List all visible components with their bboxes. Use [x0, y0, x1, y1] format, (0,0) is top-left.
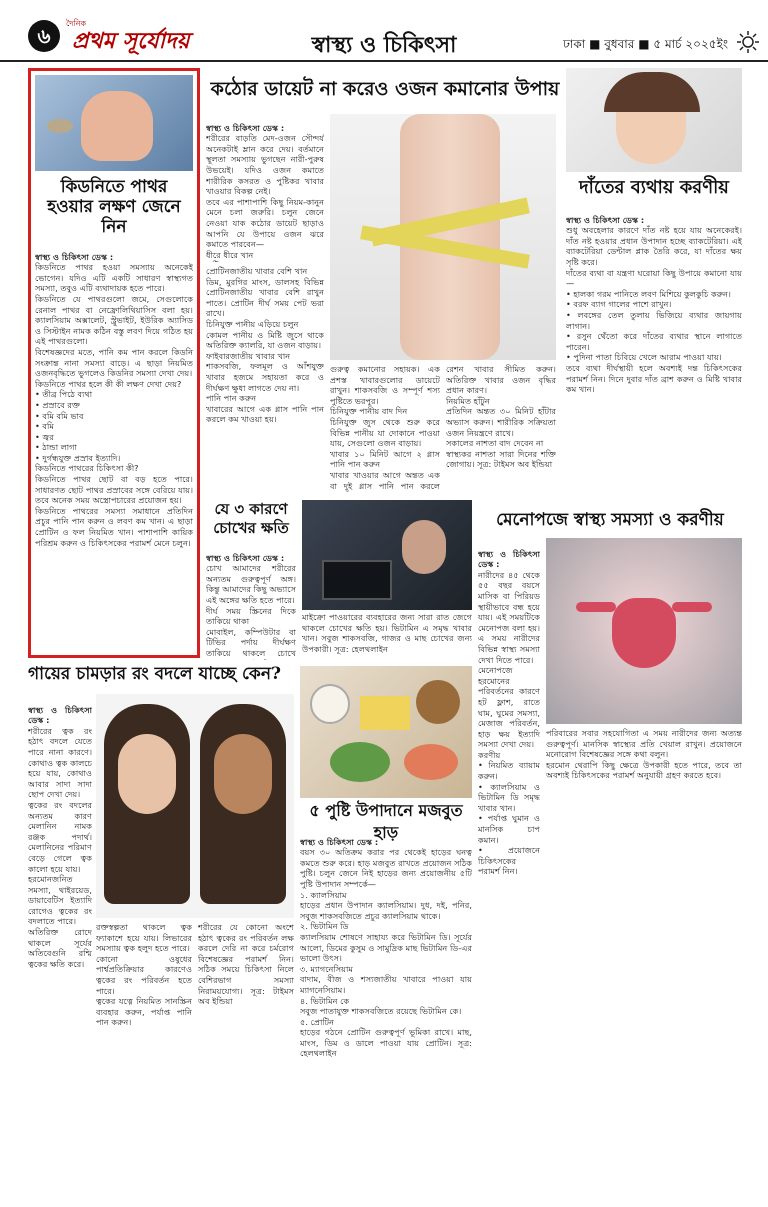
- eye-strain-photo: [302, 500, 472, 610]
- dateline: ঢাকা ■ বুধবার ■ ৫ মার্চ ২০২৫ইং: [563, 37, 728, 51]
- kidney-article: [28, 68, 200, 658]
- skin-headline: গায়ের চামড়ার রং বদলে যাচ্ছে কেন?: [28, 664, 281, 684]
- nutrition-foods-photo: [300, 666, 472, 798]
- tooth-body: [566, 204, 742, 494]
- eye-body-2: মাইক্রো পাওয়ারের ব্যবহারের জন্য সারা রাত জেগে থাকলে চোখের ক্ষতি হয়। ভিটামিন এ সমৃদ্ধ খাবার খান। সবুজ শাকসবজি, গাজর ও মাছ চোখের জন্য উপকারী। সূত্র: হেলথলাইন: [302, 612, 472, 654]
- skin-body: [28, 694, 92, 1198]
- diet-headline: কঠোর ডায়েট না করেও ওজন কমানোর উপায়: [210, 78, 560, 100]
- waist-tape-photo: [330, 114, 556, 360]
- diet-byline: স্বাস্থ্য ও চিকিৎসা ডেস্ক :: [206, 122, 285, 133]
- bone-byline: স্বাস্থ্য ও চিকিৎসা ডেস্ক :: [300, 836, 379, 847]
- eye-headline: যে ৩ কারণে চোখের ক্ষতি: [213, 500, 289, 537]
- skin-comparison-photo: [96, 694, 294, 918]
- menopause-text: নারীদের ৪৫ থেকে ৫৫ বছর বয়সে মাসিক বা পিরিয়ড স্থায়ীভাবে বন্ধ হয়ে যায়। এই সময়টিকে মেনোপজ বলা হয়। এ সময় নারীদের বিভিন্ন স্বাস্থ্য সমস্যা দেখা দিতে পারে। মেনোপজে হরমোনের পরিবর্তনের কারণে হট ফ্লাশ, রাতে ঘাম, ঘুমের সমস্যা, মেজাজ পরিবর্তন, হাড় ক্ষয় ইত্যাদি সমস্যা দেখা দেয়। করণীয় • নিয়মিত ব্যায়াম করুন। • ক্যালসিয়াম ও ভিটামিন ডি সমৃদ্ধ খাবার খান। • পর্যাপ্ত ঘুমান ও মানসিক চাপ কমান। • প্রয়োজনে চিকিৎসকের পরামর্শ নিন।: [478, 569, 540, 877]
- kidney-stone-photo: [35, 75, 193, 171]
- diet-col2: প্রোটিনজাতীয় খাবার বেশি খান ডিম, মুরগির মাংস, ডালসহ বিভিন্ন প্রোটিনজাতীয় খাবার বেশি রাখুন পাতে। প্রোটিন দীর্ঘ সময় পেট ভরা রাখে। চিনিযুক্ত পানীয় এড়িয়ে চলুন কোমল পানীয় ও মিষ্টি জুসে থাকে অতিরিক্ত ক্যালরি, যা ওজন বাড়ায়। ফাইবারজাতীয় খাবার খান শাকসবজি, ফলমূল ও আঁশযুক্ত খাবার হজমে সহায়তা করে ও দীর্ঘক্ষণ ক্ষুধা লাগতে দেয় না। পানি পান করুন খাবারের আগে এক গ্লাস পানি পান করলে কম খাওয়া হয়।: [206, 266, 324, 425]
- page-header: [0, 0, 768, 62]
- tooth-headline: দাঁতের ব্যথায় করণীয়: [579, 177, 729, 198]
- skin-byline: স্বাস্থ্য ও চিকিৎসা ডেস্ক :: [28, 704, 92, 726]
- logo-tagline: দৈনিক: [66, 19, 87, 28]
- page-number: ৬: [28, 20, 60, 52]
- bone-text: বয়স ৩০ অতিক্রম করার পর থেকেই হাড়ের ঘনত্ব কমতে শুরু করে। হাড় মজবুত রাখতে প্রয়োজন সঠিক পুষ্টি। চলুন জেনে নিই হাড়ের জন্য প্রয়োজনীয় ৫টি পুষ্টি উপাদান সম্পর্কে— ১. ক্যালসিয়াম হাড়ের প্রধান উপাদান ক্যালসিয়াম। দুধ, দই, পনির, সবুজ শাকসবজিতে প্রচুর ক্যালসিয়াম থাকে। ২. ভিটামিন ডি ক্যালসিয়াম শোষণে সাহায্য করে ভিটামিন ডি। সূর্যের আলো, ডিমের কুসুম ও সামুদ্রিক মাছ ভিটামিন ডি-এর ভালো উৎস। ৩. ম্যাগনেসিয়াম বাদাম, বীজ ও শস্যজাতীয় খাবারে পাওয়া যায় ম্যাগনেসিয়াম। ৪. ভিটামিন কে সবুজ পাতাযুক্ত শাকসবজিতে রয়েছে ভিটামিন কে। ৫. প্রোটিন হাড়ের গঠনে প্রোটিন গুরুত্বপূর্ণ ভূমিকা রাখে। মাছ, মাংস, ডিম ও ডালে পাওয়া যায় প্রোটিন। সূত্র: হেলথলাইন: [300, 847, 472, 1059]
- eye-text: চোখ আমাদের শরীরের অন্যতম গুরুত্বপূর্ণ অঙ্গ। কিন্তু আমাদের কিছু অভ্যাসে এই অঙ্গের ক্ষতি হতে পারে। দীর্ঘ সময় স্ক্রিনের দিকে তাকিয়ে থাকা মোবাইল, কম্পিউটার বা টিভির পর্দায় দীর্ঘক্ষণ তাকিয়ে থাকলে চোখে: [206, 563, 296, 658]
- toothache-photo: [566, 68, 742, 172]
- menopause-headline: মেনোপজে স্বাস্থ্য সমস্যা ও করণীয়: [496, 510, 724, 530]
- menopause-body: [478, 538, 540, 1198]
- ornament-icon: [736, 30, 760, 54]
- diet-col1: [206, 112, 324, 262]
- skin-text: শরীরের ত্বক রং হঠাৎ বদলে যেতে পারে নানা কারণে। কোথাও ত্বক কালচে হয়ে যায়, কোথাও আবার সাদা সাদা ছোপ দেখা দেয়। ত্বকের রং বদলের অন্যতম কারণ মেলানিন নামক রঞ্জক পদার্থ। মেলানিনের পরিমাণ বেড়ে গেলে ত্বক কালো হয়ে যায়। হরমোনজনিত সমস্যা, থাইরয়েড, ডায়াবেটিস ইত্যাদি রোগেও ত্বকের রং বদলাতে পারে। অতিরিক্ত রোদে থাকলে সূর্যের অতিবেগুনি রশ্মি ত্বকের ক্ষতি করে।: [28, 725, 92, 969]
- kidney-text: কিডনিতে পাথর হওয়া সমস্যায় অনেকেই ভোগেন। যদিও এটি একটি সাধারণ স্বাস্থ্যগত সমস্যা, তবুও এটি ব্যথাদায়ক হতে পারে। কিডনিতে যে পাথরগুলো জমে, সেগুলোকে রেনাল পাথর বা নেফ্রোলিথিয়াসিস বলা হয়। ক্যালসিয়াম অক্সালেট, স্ট্রুভাইট, ইউরিক অ্যাসিড ও সিস্টাইন নামক কঠিন বস্তু লবণ দিয়ে গঠিত হয় এই পাথরগুলো। বিশেষজ্ঞদের মতে, পানি কম পান করলে কিডনি সংক্রান্ত নানা সমস্যা বাড়ে। এ ছাড়া নিয়মিত ওজনবৃদ্ধিতে ভুগলেও কিডনির সমস্যা দেখা দেয়। কিডনিতে পাথর হলে কী কী লক্ষণ দেখা দেয়? • তীব্র পিঠে ব্যথা • প্রস্রাবে রক্ত • বমি বমি ভাব • বমি • জ্বর • ঠান্ডা লাগা • দুর্গন্ধযুক্ত প্রস্রাব ইত্যাদি। কিডনিতে পাথরের চিকিৎসা কী? কিডনিতে পাথর ছোট বা বড় হতে পারে। সাধারণত ছোট পাথর প্রস্রাবের সঙ্গে বেরিয়ে যায়। তবে অনেক সময় অস্ত্রোপচারের প্রয়োজন হয়। কিডনিতে পাথরের সমস্যা সমাধানে প্রতিদিন প্রচুর পানি পান করুন ও লবণ কম খান। এ ছাড়া প্রোটিন ও ফল নিয়মিত খান। পাশাপাশি কায়িক পরিশ্রম করুন ও চিকিৎসকের পরামর্শ মেনে চলুন।: [35, 262, 193, 548]
- eye-body: [206, 542, 296, 660]
- kidney-headline: কিডনিতে পাথর হওয়ার লক্ষণ জেনে নিন: [47, 177, 181, 237]
- kidney-byline: স্বাস্থ্য ও চিকিৎসা ডেস্ক :: [35, 251, 114, 262]
- diet-col4: রেশন খাবার সীমিত করুন। অতিরিক্ত খাবার ওজন বৃদ্ধির প্রধান কারণ। নিয়মিত হাঁটুন প্রতিদিন অন্তত ৩০ মিনিট হাঁটার অভ্যাস করুন। শারীরিক সক্রিয়তা ওজন নিয়ন্ত্রণে রাখে। সকালের নাশতা বাদ দেবেন না স্বাস্থ্যকর নাশতা সারা দিনের শক্তি জোগায়। সূত্র: টাইমস অব ইন্ডিয়া: [446, 364, 556, 470]
- skin-body-2: রক্তস্বল্পতা থাকলে ত্বক ফ্যাকাশে হয়ে যায়। লিভারের সমস্যায় ত্বক হলুদ হতে পারে। কোনো ওষুধের পার্শ্বপ্রতিক্রিয়ার কারণেও ত্বকের রং পরিবর্তন হতে পারে। ত্বকের যত্নে নিয়মিত সানস্ক্রিন ব্যবহার করুন, পর্যাপ্ত পানি পান করুন।: [96, 922, 192, 1028]
- section-title: স্বাস্থ্য ও চিকিৎসা: [311, 32, 457, 58]
- logo-title: প্রথম সূর্যোদয়: [72, 28, 190, 54]
- tooth-byline: স্বাস্থ্য ও চিকিৎসা ডেস্ক :: [566, 214, 645, 225]
- menopause-byline: স্বাস্থ্য ও চিকিৎসা ডেস্ক :: [478, 548, 540, 570]
- bone-headline: ৫ পুষ্টি উপাদানে মজবুত হাড়: [309, 801, 463, 842]
- menopause-body-2: পরিবারের সবার সহযোগিতা এ সময় নারীদের জন্য অত্যন্ত গুরুত্বপূর্ণ। মানসিক স্বাস্থ্যের প্রতি খেয়াল রাখুন। প্রয়োজনে মনোরোগ বিশেষজ্ঞের সঙ্গে কথা বলুন। হরমোন থেরাপি কিছু ক্ষেত্রে উপকারী হতে পারে, তবে তা অবশ্যই চিকিৎসকের পরামর্শ অনুযায়ী গ্রহণ করতে হবে।: [546, 728, 742, 781]
- eye-byline: স্বাস্থ্য ও চিকিৎসা ডেস্ক :: [206, 552, 285, 563]
- bone-body: [300, 826, 472, 1198]
- diet-col3: গুরুত্ব কমানোর সহায়ক। এক প্রশস্ত খাবারগুলোর ডায়েটে রাখুন। শাকসবজি ও সম্পূর্ণ শস্য পুষ্টিতে ভরপুর। চিনিযুক্ত পানীয় বাদ দিন চিনিযুক্ত জুস থেকে শুরু করে বিভিন্ন পানীয় যা দোকানে পাওয়া যায়, সেগুলো ওজন বাড়ায়। খাবার ১০ মিনিট আগে ২ গ্লাস পানি পান করুন খাবার খাওয়ার আগে অন্তত এক বা দুই গ্লাস পানি পান করলে: [330, 364, 440, 491]
- kidney-body: [35, 241, 193, 658]
- uterus-illustration: [546, 538, 742, 724]
- diet-text-1: শরীরের বাড়তি মেদ-ওজন সৌন্দর্য অনেকটাই ম্লান করে দেয়। বর্তমানে স্থূলতা সমস্যায় ভুগছেন নারী-পুরুষ উভয়েই। যদিও ওজন কমাতে শারীরিক কসরত ও পুষ্টিকর খাবার খাওয়ার বিকল্প নেই। তবে এর পাশাপাশি কিছু নিয়ম-কানুন মেনে চলা জরুরি। চলুন জেনে নেওয়া যাক কঠোর ডায়েট ছাড়াও আপনি যে উপায়ে ওজন ঝরে কমাতে পারবেন— ধীরে ধীরে খান: [206, 133, 324, 260]
- tooth-text: শুধু অবহেলার কারণে দাঁত নষ্ট হয়ে যায় অনেকেরই। দাঁত নষ্ট হওয়ার প্রধান উপাদান হচ্ছে ব্যাকটেরিয়া। এই ব্যাকটেরিয়া ডেন্টাল প্লাক তৈরি করে, যা দাঁতের ক্ষয় সৃষ্টি করে। দাঁতের ব্যথা বা যন্ত্রণা ঘরোয়া কিছু উপায়ে কমানো যায়— • হালকা গরম পানিতে লবণ মিশিয়ে কুলকুচি করুন। • বরফ ব্যাগ গালের পাশে রাখুন। • লবঙ্গের তেল তুলায় ভিজিয়ে ব্যথার জায়গায় লাগান। • রসুন থেঁতো করে দাঁতের ব্যথার স্থানে লাগাতে পারেন। • পুদিনা পাতা চিবিয়ে খেলে আরাম পাওয়া যায়। তবে ব্যথা দীর্ঘস্থায়ী হলে অবশ্যই দন্ত চিকিৎসকের পরামর্শ নিন। দিনে দুবার দাঁত ব্রাশ করুন ও মিষ্টি খাবার কম খান।: [566, 225, 742, 395]
- skin-body-3: শরীরের যে কোনো অংশে হঠাৎ ত্বকের রং পরিবর্তন লক্ষ করলে দেরি না করে চর্মরোগ বিশেষজ্ঞের পরামর্শ নিন। সঠিক সময়ে চিকিৎসা নিলে বেশিরভাগ সমস্যা নিরাময়যোগ্য। সূত্র: টাইমস অব ইন্ডিয়া: [198, 922, 294, 1007]
